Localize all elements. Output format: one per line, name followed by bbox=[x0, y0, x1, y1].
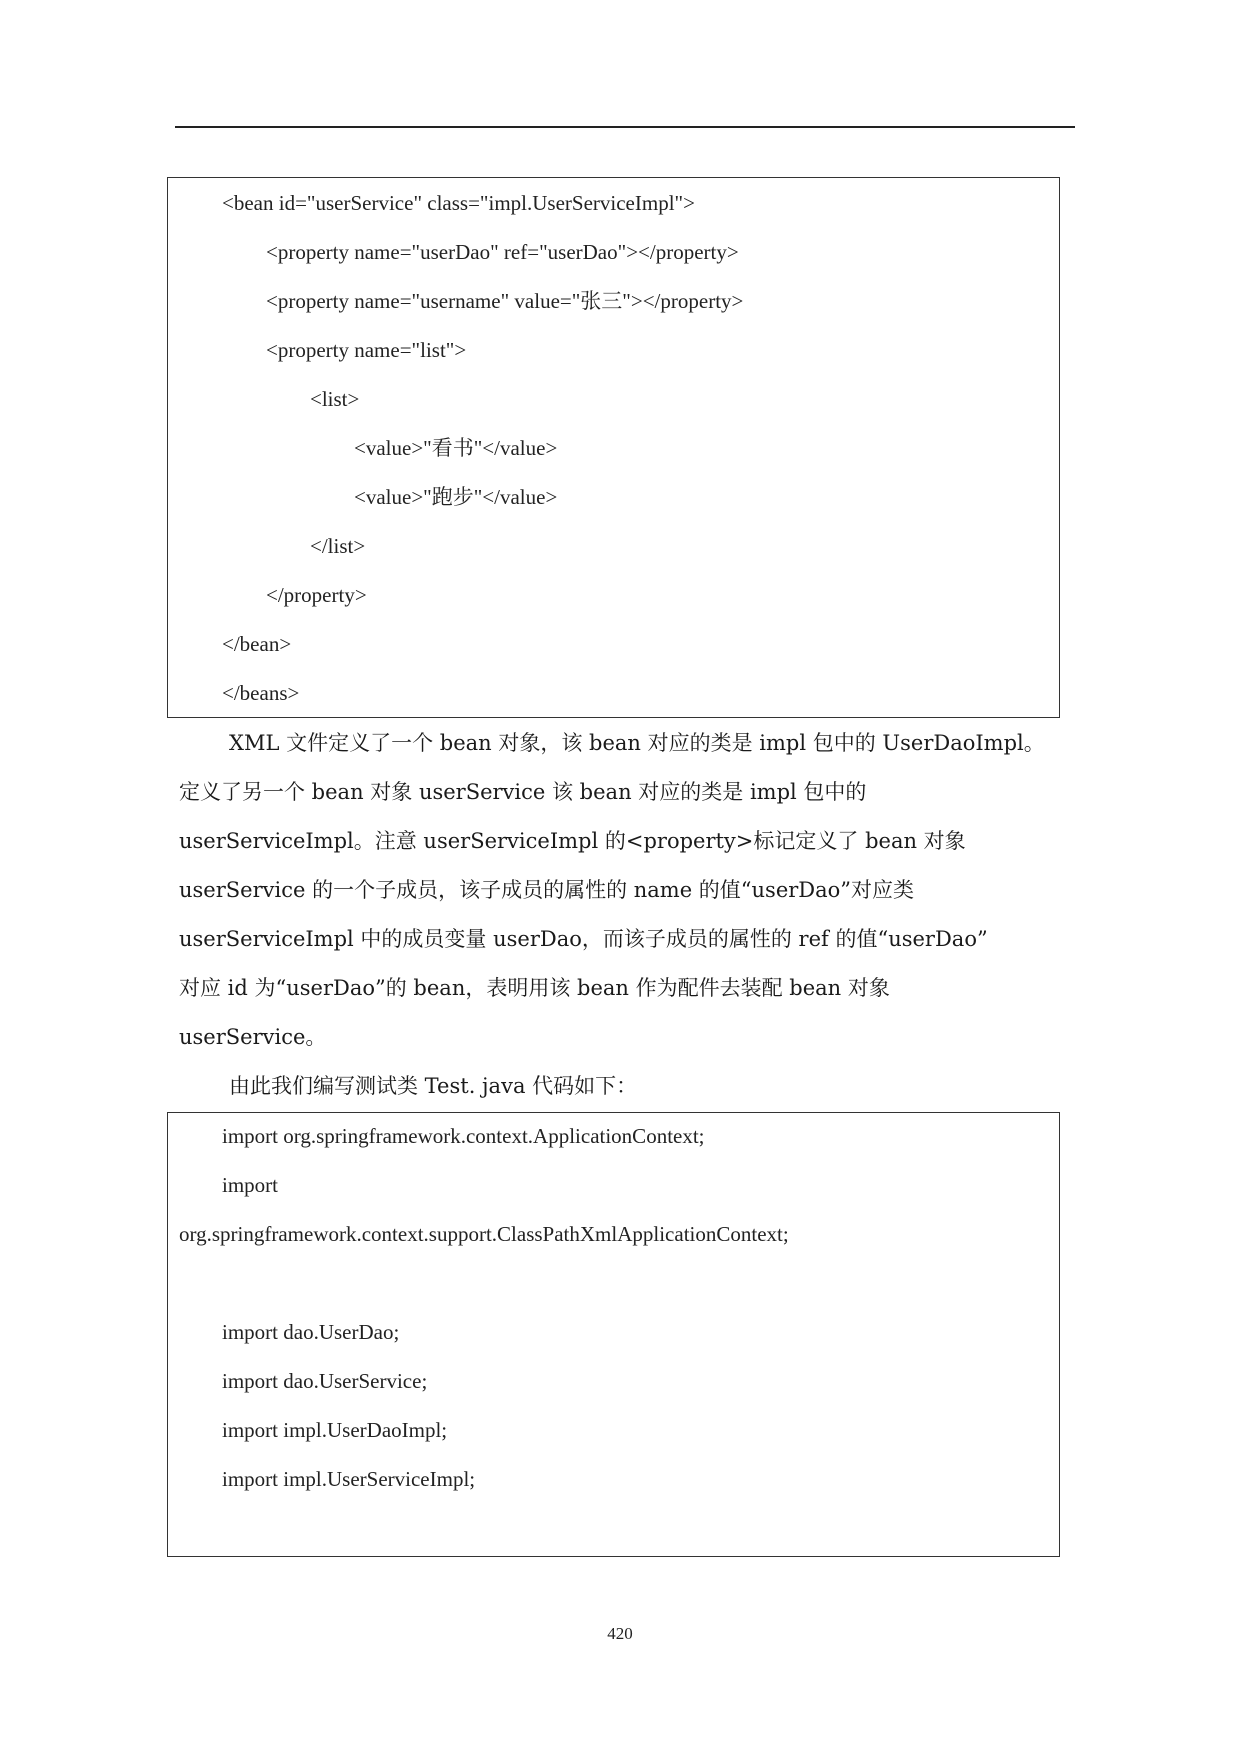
body-text-line: userServiceImpl。注意 userServiceImpl 的<property>标记定义了 bean 对象 bbox=[179, 829, 966, 853]
code-line: import impl.UserServiceImpl; bbox=[222, 1467, 476, 1491]
code-line: <property name="userDao" ref="userDao"></property> bbox=[266, 240, 739, 264]
code-line: </beans> bbox=[222, 681, 300, 705]
header-rule bbox=[175, 126, 1075, 128]
code-line: <property name="username" value="张三"></property> bbox=[266, 289, 744, 313]
code-line: <bean id="userService" class="impl.UserServiceImpl"> bbox=[222, 191, 695, 215]
code-line: <list> bbox=[310, 387, 360, 411]
body-text-line: userServiceImpl 中的成员变量 userDao，而该子成员的属性的 ref 的值“userDao” bbox=[179, 927, 988, 951]
body-text-line: userService 的一个子成员，该子成员的属性的 name 的值“userDao”对应类 bbox=[179, 878, 915, 902]
code-line: <property name="list"> bbox=[266, 338, 467, 362]
code-line: </list> bbox=[310, 534, 366, 558]
code-line: </property> bbox=[266, 583, 367, 607]
code-line: org.springframework.context.support.ClassPathXmlApplicationContext; bbox=[179, 1222, 789, 1246]
body-text-line: XML 文件定义了一个 bean 对象，该 bean 对应的类是 impl 包中的 UserDaoImpl。 bbox=[229, 731, 1045, 755]
code-line: import org.springframework.context.ApplicationContext; bbox=[222, 1124, 705, 1148]
page-number: 420 bbox=[607, 1624, 633, 1643]
code-line: import impl.UserDaoImpl; bbox=[222, 1418, 448, 1442]
code-line: </bean> bbox=[222, 632, 292, 656]
code-line: import bbox=[222, 1173, 278, 1197]
code-line: import dao.UserService; bbox=[222, 1369, 428, 1393]
body-text-line: userService。 bbox=[179, 1025, 327, 1049]
code-line: import dao.UserDao; bbox=[222, 1320, 400, 1344]
body-text-line: 定义了另一个 bean 对象 userService 该 bean 对应的类是 impl 包中的 bbox=[179, 780, 867, 804]
body-text-line: 对应 id 为“userDao”的 bean，表明用该 bean 作为配件去装配 bean 对象 bbox=[179, 976, 890, 1000]
code-line: <value>"看书"</value> bbox=[354, 436, 558, 460]
body-text-line: 由此我们编写测试类 Test. java 代码如下： bbox=[229, 1074, 638, 1098]
code-line: <value>"跑步"</value> bbox=[354, 485, 558, 509]
